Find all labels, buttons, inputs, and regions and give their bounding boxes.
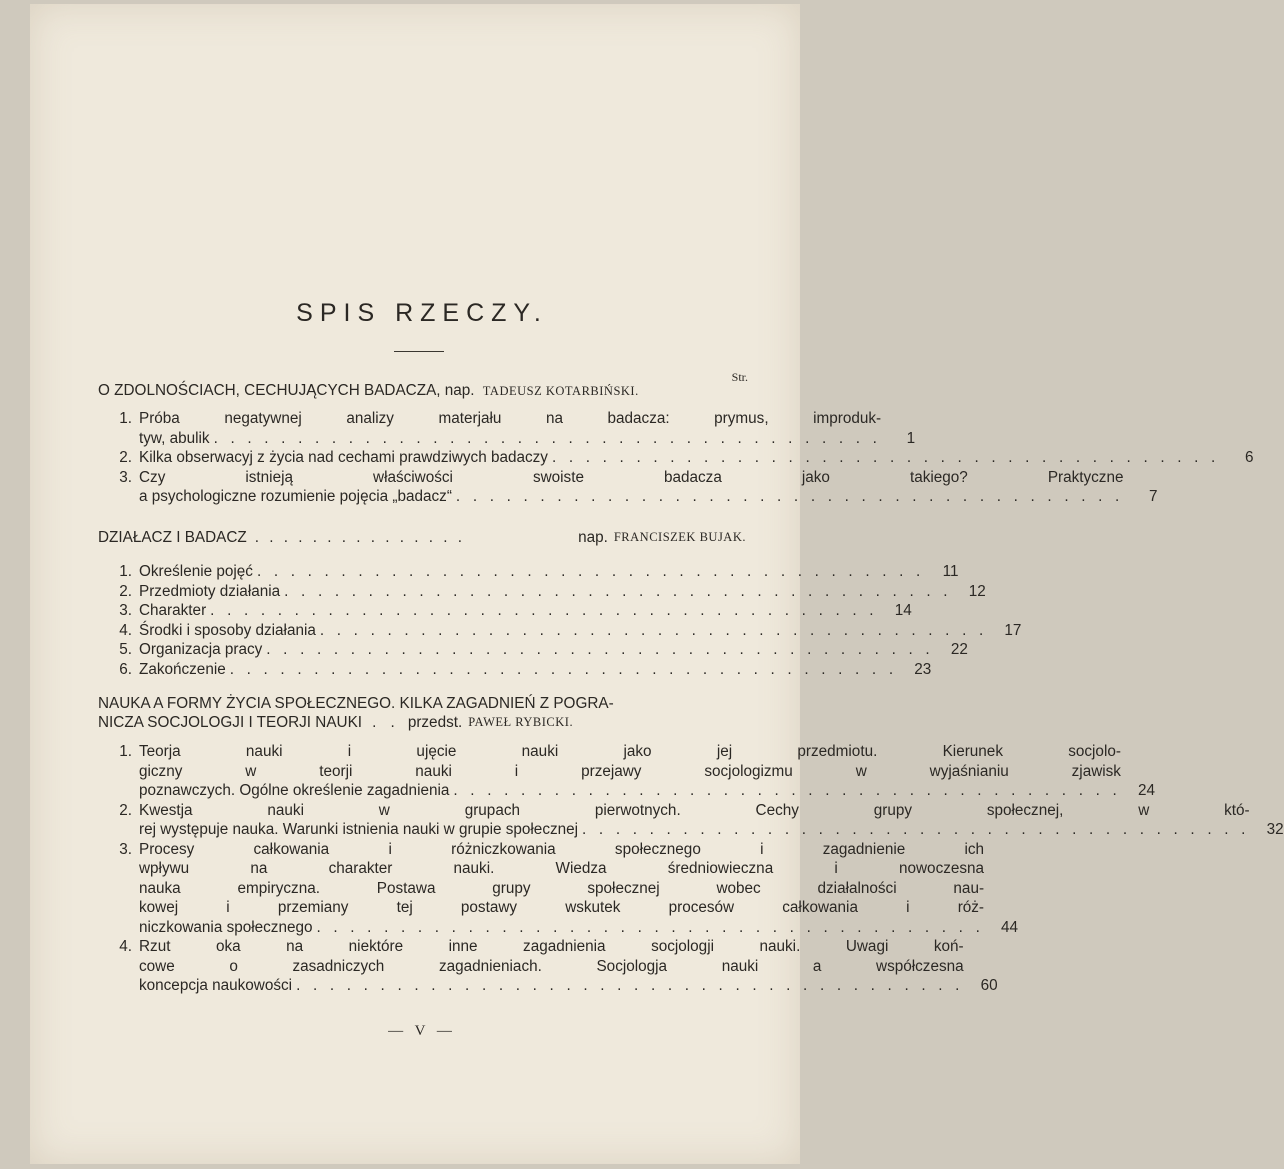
- toc-entry[interactable]: [98, 582, 986, 602]
- entry-text-last-line: [139, 976, 964, 996]
- entry-number: 2.: [119, 801, 132, 819]
- entry-page-number: 22: [950, 641, 968, 658]
- entry-title: niczkowania społecznego: [139, 918, 313, 936]
- leader-dots: [280, 582, 952, 602]
- entry-text: [139, 582, 986, 602]
- entry-text-line: Próba negatywnej analizy materjału na badacza: prymus, improduk-: [139, 410, 882, 427]
- entry-list: [98, 742, 1284, 996]
- section-title: O ZDOLNOŚCIACH, CECHUJĄCYCH BADACZA, nap.: [98, 382, 475, 399]
- leader-dots: [578, 820, 1250, 840]
- entry-title: rej występuje nauka. Warunki istnienia nauki w grupie społecznej: [139, 821, 579, 838]
- entry-text-line: kowej i przemiany tej postawy wskutek procesów całkowania i róż-: [139, 899, 985, 916]
- entry-text-last-line: [139, 601, 878, 621]
- entry-text: [139, 640, 968, 660]
- leader-dots: . . . . . . . . . . . . . . .: [254, 529, 465, 546]
- entry-number: 4.: [119, 621, 132, 639]
- entry-page-number: 44: [1001, 918, 1019, 936]
- toc-entry[interactable]: [98, 562, 959, 582]
- entry-text: [139, 937, 998, 996]
- toc-entry[interactable]: [98, 640, 968, 660]
- entry-text: [139, 840, 1018, 938]
- entry-number: 2.: [119, 582, 132, 600]
- entry-text-line: cowe o zasadniczych zagadnieniach. Socjologja nauki a współczesna: [139, 957, 964, 975]
- entry-number: 3.: [119, 468, 132, 486]
- toc-entry[interactable]: [98, 660, 932, 680]
- entry-page-number: 6: [1245, 449, 1254, 466]
- entry-page-number: 11: [942, 563, 959, 580]
- entry-text-line: Rzut oka na niektóre inne zagadnienia socjologji nauki. Uwagi koń-: [139, 938, 964, 955]
- entry-text-last-line: [139, 820, 1250, 840]
- entry-text: [139, 601, 912, 621]
- entry-text-last-line: [139, 918, 984, 938]
- toc-entry[interactable]: [98, 840, 1019, 938]
- entry-text: [139, 448, 1254, 468]
- section-title-line-1: NAUKA A FORMY ŻYCIA SPOŁECZNEGO. KILKA ZAGADNIEŃ Z POGRA-: [98, 695, 614, 712]
- entry-text-last-line: [139, 621, 987, 641]
- entry-title: koncepcja naukowości: [139, 977, 293, 994]
- entry-text: [139, 562, 959, 582]
- entry-text-last-line: [139, 582, 952, 602]
- entry-text-last-line: [139, 781, 1121, 801]
- entry-page-number: 32: [1266, 821, 1284, 838]
- entry-title: tyw, abulik: [139, 429, 210, 447]
- entry-text-line: wpływu na charakter nauki. Wiedza średniowieczna i nowoczesna: [139, 860, 985, 877]
- leader-dots: [210, 429, 882, 449]
- entry-list: [98, 562, 1022, 679]
- section-bujak: [98, 528, 1022, 679]
- leader-dots: [449, 781, 1121, 801]
- section-author-prefix: przedst.: [407, 714, 463, 731]
- entry-number: 4.: [119, 938, 132, 955]
- page-number-footer: — V —: [388, 1023, 456, 1039]
- entry-page-number: 12: [968, 582, 986, 600]
- section-heading: [98, 528, 746, 548]
- section-heading: [98, 694, 746, 732]
- page-title: SPIS RZECZY.: [296, 299, 548, 327]
- toc-entry[interactable]: [98, 621, 1022, 641]
- section-title-line-2-row: [98, 713, 746, 732]
- entry-text-last-line: [139, 640, 934, 660]
- entry-title: Charakter: [139, 602, 207, 619]
- entry-text-last-line: [139, 448, 1220, 468]
- leader-dots: [548, 448, 1220, 468]
- section-heading: [98, 381, 746, 401]
- section-rybicki: [98, 694, 1284, 996]
- leader-dots: [253, 562, 925, 582]
- section-title-line-2: NICZA SOCJOLOGJI I TEORJI NAUKI: [98, 714, 363, 731]
- toc-entry[interactable]: [98, 448, 1254, 468]
- entry-text-line: Czy istnieją właściwości swoiste badacza jako takiego? Praktyczne: [139, 468, 1124, 486]
- toc-entry[interactable]: [98, 409, 916, 448]
- entry-page-number: 1: [906, 429, 916, 447]
- leader-dots: [312, 918, 984, 938]
- entry-number: 5.: [119, 641, 132, 658]
- entry-text-line: giczny w teorji nauki i przejawy socjologizmu w wyjaśnianiu zjawisk: [139, 762, 1121, 780]
- entry-page-number: 60: [980, 977, 998, 994]
- entry-title: Środki i sposoby działania: [139, 621, 316, 639]
- entry-title: a psychologiczne rozumienie pojęcia „badacz“: [139, 488, 452, 505]
- entry-page-number: 7: [1148, 488, 1158, 505]
- entry-text-line: Teorja nauki i ujęcie nauki jako jej przedmiotu. Kierunek socjolo-: [139, 743, 1121, 760]
- entry-page-number: 23: [914, 660, 932, 678]
- section-kotarbinski: [98, 381, 1254, 507]
- entry-title: Organizacja pracy: [139, 641, 263, 658]
- leader-dots: [226, 660, 898, 680]
- leader-dots: [292, 976, 964, 996]
- entry-number: 1.: [119, 563, 132, 580]
- toc-entry[interactable]: [98, 601, 912, 621]
- entry-page-number: 24: [1137, 782, 1155, 799]
- leader-dots: [316, 621, 988, 641]
- entry-text: [139, 801, 1284, 840]
- section-author-prefix: nap.: [578, 529, 608, 546]
- entry-text-line: Procesy całkowania i różniczkowania społecznego i zagadnienie ich: [139, 840, 985, 858]
- toc-entry[interactable]: [98, 468, 1158, 507]
- section-author: TADEUSZ KOTARBIŃSKI.: [482, 384, 639, 398]
- leader-dots: . .: [372, 714, 400, 731]
- entry-number: 2.: [119, 449, 132, 466]
- entry-title: Kilka obserwacyj z życia nad cechami prawdziwych badaczy: [139, 449, 548, 466]
- section-title: DZIAŁACZ I BADACZ: [98, 529, 247, 546]
- toc-entry[interactable]: [98, 937, 998, 996]
- entry-text: [139, 660, 931, 680]
- entry-text-last-line: [139, 429, 881, 449]
- toc-entry[interactable]: [98, 742, 1155, 801]
- page-column-label: Str.: [731, 370, 748, 384]
- entry-text-last-line: [139, 660, 897, 680]
- entry-number: 1.: [119, 410, 132, 427]
- entry-title: poznawczych. Ogólne określenie zagadnienia: [139, 782, 450, 799]
- leader-dots: [452, 487, 1124, 507]
- entry-text: [139, 409, 915, 448]
- entry-number: 6.: [119, 660, 132, 678]
- entry-text-last-line: [139, 487, 1123, 507]
- entry-text: [139, 742, 1155, 801]
- entry-title: Zakończenie: [139, 660, 226, 678]
- entry-number: 1.: [119, 743, 132, 760]
- section-author: PAWEŁ RYBICKI.: [468, 715, 574, 729]
- toc-entry[interactable]: [98, 801, 1284, 840]
- document-page: [30, 4, 1284, 1164]
- entry-text-line: Kwestja nauki w grupach pierwotnych. Cechy grupy społecznej, w któ-: [139, 801, 1250, 819]
- entry-text: [139, 621, 1021, 641]
- entry-text: [139, 468, 1157, 507]
- leader-dots: [262, 640, 934, 660]
- entry-title: Określenie pojęć: [139, 563, 253, 580]
- entry-number: 3.: [119, 840, 132, 858]
- section-author: FRANCISZEK BUJAK.: [613, 530, 746, 544]
- entry-page-number: 17: [1004, 621, 1022, 639]
- entry-title: Przedmioty działania: [139, 582, 281, 600]
- entry-text-line: nauka empiryczna. Postawa grupy społecznej wobec działalności nau-: [139, 879, 985, 897]
- entry-text-last-line: [139, 562, 925, 582]
- leader-dots: [206, 601, 878, 621]
- entry-page-number: 14: [894, 602, 912, 619]
- entry-list: [98, 409, 1254, 507]
- title-divider: [394, 351, 444, 352]
- entry-number: 3.: [119, 602, 132, 619]
